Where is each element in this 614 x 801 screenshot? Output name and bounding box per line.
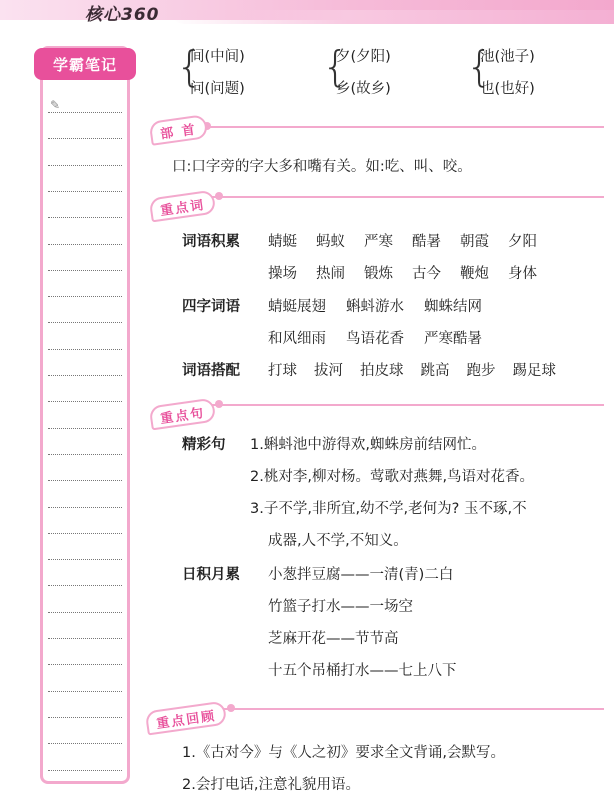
note-line bbox=[48, 691, 122, 692]
char-pair: 间(中间) bbox=[190, 49, 245, 65]
word-item: 酷暑 bbox=[412, 234, 441, 250]
word-item: 热闹 bbox=[316, 266, 345, 282]
section-dot bbox=[227, 704, 235, 712]
note-line bbox=[48, 401, 122, 402]
note-line bbox=[48, 770, 122, 771]
note-line bbox=[48, 507, 122, 508]
word-item: 夕阳 bbox=[508, 234, 537, 250]
word-item: 朝霞 bbox=[460, 234, 489, 250]
word-item: 古今 bbox=[412, 266, 441, 282]
note-line bbox=[48, 638, 122, 639]
note-line bbox=[48, 217, 122, 218]
top-banner-wave bbox=[170, 10, 614, 24]
brace-icon: { bbox=[466, 42, 493, 91]
sentence-item: 成器,人不学,不知义。 bbox=[268, 533, 408, 549]
char-pair: 夕(夕阳) bbox=[336, 49, 391, 65]
note-line bbox=[48, 454, 122, 455]
word-item: 鞭炮 bbox=[460, 266, 489, 282]
combo-item: 拍皮球 bbox=[360, 363, 404, 379]
notes-sidebar bbox=[40, 46, 130, 784]
brand-logo: 核心360 bbox=[85, 5, 160, 25]
section-tag-words: 重点词 bbox=[149, 190, 217, 223]
note-line bbox=[48, 428, 122, 429]
note-line bbox=[48, 743, 122, 744]
brace-icon: { bbox=[322, 42, 349, 91]
note-line bbox=[48, 664, 122, 665]
combo-item: 跑步 bbox=[466, 363, 496, 379]
note-line bbox=[48, 138, 122, 139]
note-line bbox=[48, 112, 122, 113]
idiom-item: 蜘蛛结网 bbox=[424, 299, 482, 315]
note-line bbox=[48, 375, 122, 376]
idiom-item: 鸟语花香 bbox=[346, 331, 404, 347]
words-accum-row bbox=[268, 262, 537, 283]
section-divider bbox=[212, 196, 604, 198]
saying-item: 竹篮子打水——一场空 bbox=[268, 599, 413, 615]
saying-item: 芝麻开花——节节高 bbox=[268, 631, 399, 647]
section-tag-sentences: 重点句 bbox=[149, 398, 217, 431]
section-divider bbox=[212, 404, 604, 406]
review-item: 2.会打电话,注意礼貌用语。 bbox=[182, 777, 360, 793]
char-pair: 也(也好) bbox=[480, 81, 535, 97]
saying-item: 小葱拌豆腐——一清(青)二白 bbox=[268, 567, 454, 583]
note-line bbox=[48, 585, 122, 586]
sentence-item: 1.蝌蚪池中游得欢,蜘蛛房前结网忙。 bbox=[250, 437, 486, 453]
words-combo-row bbox=[268, 359, 556, 380]
word-item: 严寒 bbox=[364, 234, 393, 250]
review-item: 1.《古对今》与《人之初》要求全文背诵,会默写。 bbox=[182, 745, 505, 761]
sentences-daily-label: 日积月累 bbox=[182, 567, 240, 583]
words-accum-label: 词语积累 bbox=[182, 234, 240, 250]
note-line bbox=[48, 717, 122, 718]
word-item: 身体 bbox=[508, 266, 537, 282]
combo-item: 拔河 bbox=[314, 363, 343, 379]
section-dot bbox=[215, 400, 223, 408]
words-idiom-row bbox=[268, 295, 482, 316]
words-idiom-label: 四字词语 bbox=[182, 299, 240, 315]
note-line bbox=[48, 191, 122, 192]
note-line bbox=[48, 480, 122, 481]
sentence-item: 2.桃对李,柳对杨。莺歌对燕舞,鸟语对花香。 bbox=[250, 469, 535, 485]
note-line bbox=[48, 244, 122, 245]
idiom-item: 和风细雨 bbox=[268, 331, 326, 347]
pencil-icon: ✎ bbox=[50, 98, 61, 112]
note-line bbox=[48, 322, 122, 323]
radical-note: 口:口字旁的字大多和嘴有关。如:吃、叫、咬。 bbox=[172, 159, 472, 175]
combo-item: 打球 bbox=[268, 363, 297, 379]
note-line bbox=[48, 349, 122, 350]
note-line bbox=[48, 270, 122, 271]
note-line bbox=[48, 165, 122, 166]
word-item: 操场 bbox=[268, 266, 297, 282]
sentence-item: 3.子不学,非所宜,幼不学,老何为? 玉不琢,不 bbox=[250, 501, 527, 517]
note-line bbox=[48, 533, 122, 534]
note-line bbox=[48, 559, 122, 560]
words-accum-row bbox=[268, 230, 537, 251]
words-idiom-row bbox=[268, 327, 482, 348]
word-item: 蚂蚁 bbox=[316, 234, 345, 250]
brace-icon: { bbox=[176, 42, 203, 91]
section-dot bbox=[215, 192, 223, 200]
idiom-item: 严寒酷暑 bbox=[424, 331, 482, 347]
notes-sidebar-title: 学霸笔记 bbox=[34, 48, 136, 80]
idiom-item: 蜻蜓展翅 bbox=[268, 299, 326, 315]
word-item: 锻炼 bbox=[364, 266, 393, 282]
section-tag-review: 重点回顾 bbox=[145, 701, 228, 736]
note-line bbox=[48, 296, 122, 297]
words-combo-label: 词语搭配 bbox=[182, 363, 240, 379]
combo-item: 跳高 bbox=[420, 363, 450, 379]
section-divider bbox=[200, 126, 604, 128]
word-item: 蜻蜓 bbox=[268, 234, 297, 250]
section-divider bbox=[224, 708, 604, 710]
section-tag-radical: 部 首 bbox=[149, 114, 208, 146]
char-pair: 问(问题) bbox=[190, 81, 245, 97]
sentences-fine-label: 精彩句 bbox=[182, 437, 226, 453]
idiom-item: 蝌蚪游水 bbox=[346, 299, 404, 315]
note-line bbox=[48, 612, 122, 613]
char-pair: 乡(故乡) bbox=[336, 81, 391, 97]
char-pair: 池(池子) bbox=[480, 49, 535, 65]
combo-item: 踢足球 bbox=[512, 363, 556, 379]
saying-item: 十五个吊桶打水——七上八下 bbox=[268, 663, 457, 679]
